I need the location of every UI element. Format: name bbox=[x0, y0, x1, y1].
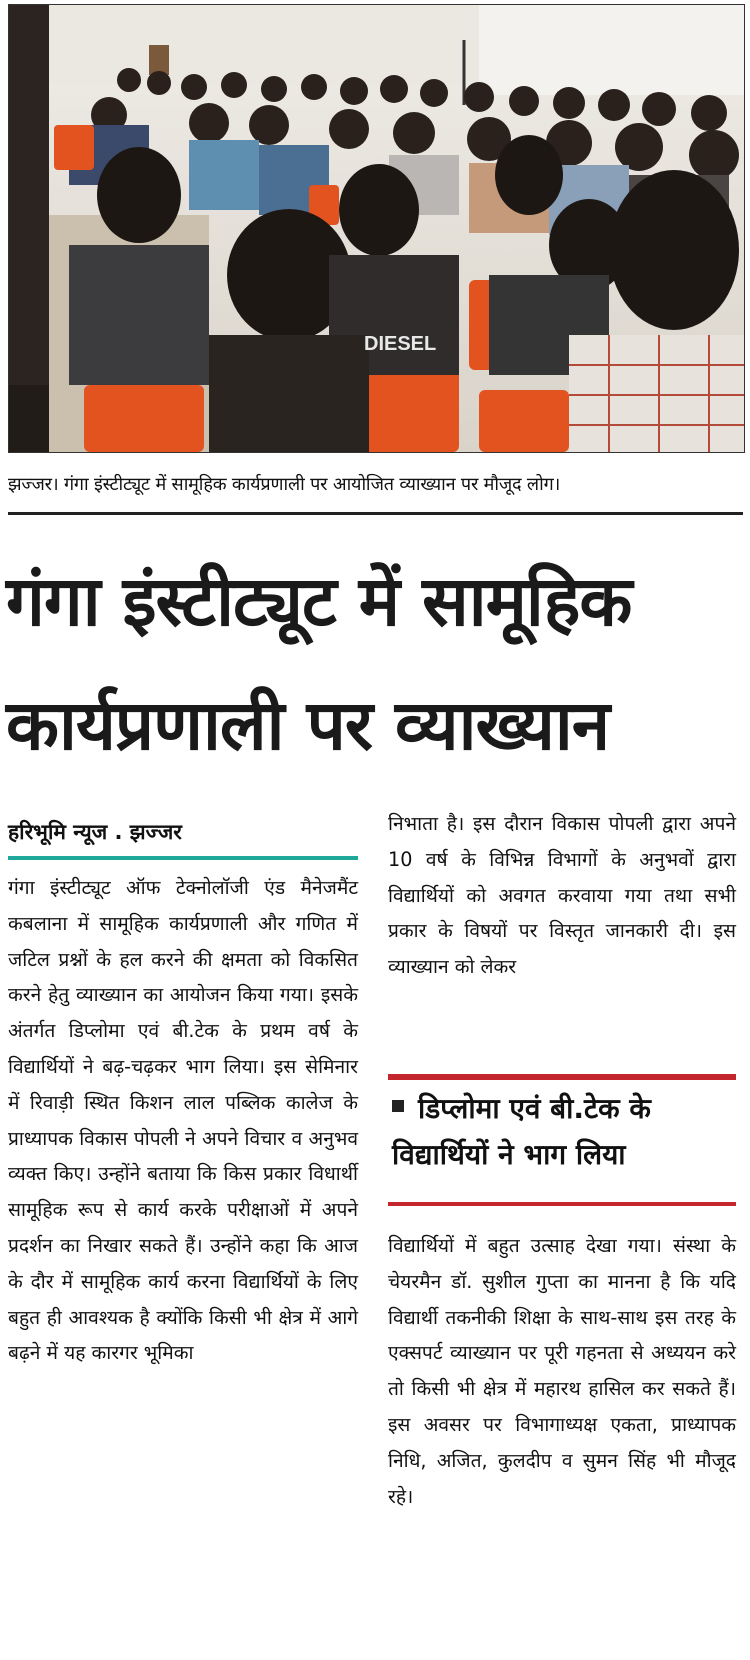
headline-line-1: गंगा इंस्टीट्यूट में सामूहिक bbox=[6, 562, 632, 642]
article-column-left: गंगा इंस्टीट्यूट ऑफ टेक्नोलॉजी एंड मैनेजमैंट कबलाना में सामूहिक कार्यप्रणाली और गणित में जटिल प्रश्नों के हल करने की क्षमता को विकसित करने हेतु व्याख्यान का आयोजन किया गया। इसके अंतर्गत डिप्लोमा एवं बी.टेक के प्रथम वर्ष के विद्यार्थियों ने बढ़-चढ़कर भाग लिया। इस सेमिनार में रिवाड़ी स्थित किशन लाल पब्लिक कालेज के प्राध्यापक विकास पोपली ने अपने विचार व अनुभव व्यक्त किए। उन्होंने बताया कि किस प्रकार विधार्थी सामूहिक रूप से कार्य करके परीक्षाओं में अपने प्रदर्शन का निखार सकते हैं। उन्होंने कहा कि आज के दौर में सामूहिक कार्य करना विद्यार्थियों के लिए बहुत ही आवश्यक है क्योंकि किसी भी क्षेत्र में आगे बढ़ने में यह कारगर भूमिका bbox=[8, 876, 358, 1365]
byline: हरिभूमि न्यूज . झज्जर bbox=[8, 820, 182, 844]
audience-illustration bbox=[9, 5, 744, 452]
square-bullet-icon bbox=[392, 1100, 404, 1112]
jacket-logo-text: DIESEL bbox=[364, 333, 437, 355]
caption-divider bbox=[8, 512, 743, 515]
subhead-bottom-rule bbox=[388, 1202, 736, 1206]
article-column-right-top: निभाता है। इस दौरान विकास पोपली द्वारा अपने 10 वर्ष के विभिन्न विभागों के अनुभवों द्वारा विद्यार्थियों को अवगत करवाया गया तथा सभी प्रकार के विषयों पर विस्तृत जानकारी दी। इस व्याख्यान को लेकर bbox=[388, 812, 736, 979]
byline-divider bbox=[8, 856, 358, 860]
article-column-right-bottom: विद्यार्थियों में बहुत उत्साह देखा गया। संस्था के चेयरमैन डॉ. सुशील गुप्ता का मानना है कि यदि विद्यार्थी तकनीकी शिक्षा के साथ-साथ इस तरह के एक्सपर्ट व्याख्यान पर पूरी गहनता से अध्ययन करे तो किसी भी क्षेत्र में महारथ हासिल कर सकते हैं। इस अवसर पर विभागाध्यक्ष एकता, प्राध्यापक निधि, अजित, कुलदीप व सुमन सिंह भी मौजूद रहे। bbox=[388, 1234, 736, 1508]
headline-line-2: कार्यप्रणाली पर व्याख्यान bbox=[6, 686, 610, 766]
subheading-line-2: विद्यार्थियों ने भाग लिया bbox=[392, 1138, 626, 1171]
photo-caption: झज्जर। गंगा इंस्टीट्यूट में सामूहिक कार्यप्रणाली पर आयोजित व्याख्यान पर मौजूद लोग। bbox=[8, 474, 561, 495]
subheading-line-1: डिप्लोमा एवं बी.टेक के bbox=[418, 1092, 651, 1125]
lecture-photo bbox=[8, 4, 745, 453]
headline bbox=[6, 540, 746, 788]
subheading bbox=[392, 1086, 736, 1178]
subhead-top-rule bbox=[388, 1074, 736, 1080]
